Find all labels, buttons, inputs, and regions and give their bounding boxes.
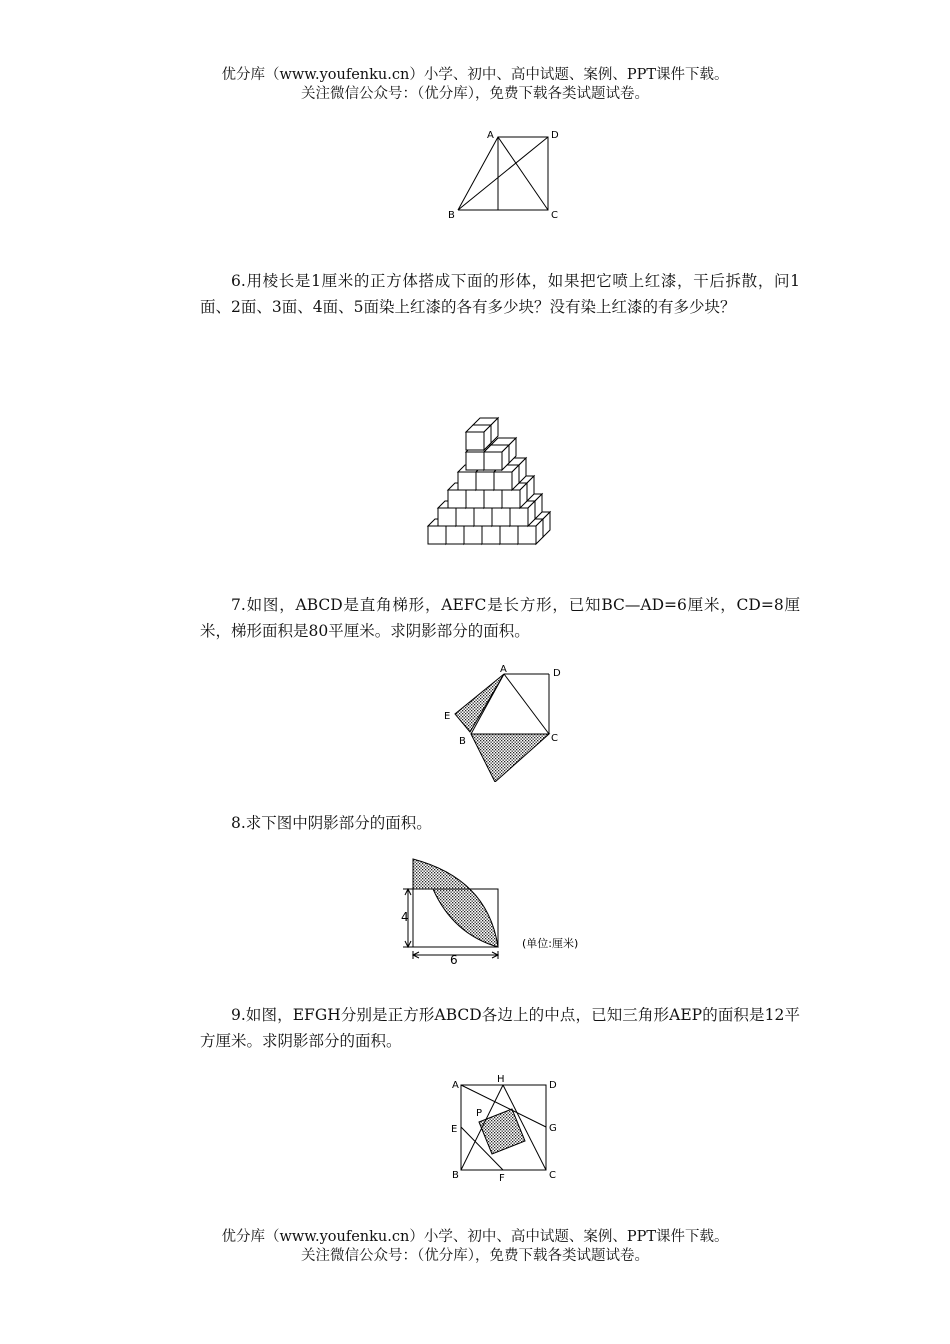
fig9-label-e: E (451, 1124, 458, 1135)
page-footer (0, 1228, 950, 1266)
midpoint-square-figure (446, 1072, 576, 1186)
fig9-label-c: C (549, 1170, 556, 1181)
header-line-2: 关注微信公众号：（优分库），免费下载各类试题试卷。 (301, 86, 649, 102)
lens-figure (398, 854, 628, 966)
cube-face (518, 526, 536, 544)
cube-face (484, 490, 502, 508)
cube-face (458, 472, 476, 490)
fig9-label-g: G (549, 1123, 557, 1134)
cube-face (464, 526, 482, 544)
cube-face (474, 508, 492, 526)
cube-face (438, 508, 456, 526)
cube-face (502, 490, 520, 508)
cube-face (476, 472, 494, 490)
cube-face (466, 432, 484, 450)
fig9-label-p: P (476, 1108, 483, 1119)
question-8: 8.求下图中阴影部分的面积。 (231, 814, 432, 832)
fig9-label-h: H (497, 1074, 505, 1085)
page-header (0, 66, 950, 104)
trapezoid-figure (438, 662, 568, 782)
fig5-label-c: C (551, 210, 558, 221)
cube-face (466, 490, 484, 508)
footer-line-2: 关注微信公众号：（优分库），免费下载各类试题试卷。 (301, 1248, 649, 1264)
fig7-label-d: D (553, 668, 561, 679)
header-line-1: 优分库（www.youfenku.cn）小学、初中、高中试题、案例、PPT课件下载。 (221, 67, 729, 83)
cube-face (500, 526, 518, 544)
cube-face (484, 452, 502, 470)
cube-face (492, 508, 510, 526)
cube-face (456, 508, 474, 526)
question-9: 9.如图，EFGH分别是正方形ABCD各边上的中点，已知三角形AEP的面积是12平方厘米。求阴影部分的面积。 (200, 1006, 800, 1050)
cube-face (428, 526, 446, 544)
cube-face (466, 452, 484, 470)
fig7-label-e: E (444, 711, 451, 722)
shade-bottom (471, 734, 549, 782)
question-6: 6.用棱长是1厘米的正方体搭成下面的形体，如果把它喷上红漆，干后拆散，问1面、2面、3面、4面、5面染上红漆的各有多少块？没有染上红漆的有多少块？ (200, 272, 800, 316)
shade-left (455, 674, 504, 732)
fig9-label-b: B (452, 1170, 459, 1181)
fig7-label-b: B (459, 736, 466, 747)
cube-face (448, 490, 466, 508)
footer-line-1: 优分库（www.youfenku.cn）小学、初中、高中试题、案例、PPT课件下载。 (221, 1229, 729, 1245)
height-label: 4 (401, 910, 409, 924)
fig5-label-b: B (448, 210, 455, 221)
cube-face (510, 508, 528, 526)
fig5-label-a: A (487, 130, 494, 141)
unit-note: (单位:厘米) (522, 937, 579, 950)
cube-face (446, 526, 464, 544)
square-diagonals-figure (440, 122, 580, 222)
fig9-label-a: A (452, 1080, 459, 1091)
question-7: 7.如图，ABCD是直角梯形，AEFC是长方形，已知BC—AD=6厘米，CD=8厘米，梯形面积是80平厘米。求阴影部分的面积。 (200, 596, 800, 640)
cube-face (494, 472, 512, 490)
shaded-lens (413, 859, 498, 947)
width-label: 6 (450, 953, 458, 966)
fig7-label-c: C (551, 733, 558, 744)
cube-staircase-figure (420, 366, 610, 550)
fig5-label-d: D (551, 130, 559, 141)
fig9-label-f: F (499, 1173, 505, 1184)
cube-face (482, 526, 500, 544)
fig7-label-a: A (500, 664, 507, 675)
fig9-label-d: D (549, 1080, 557, 1091)
